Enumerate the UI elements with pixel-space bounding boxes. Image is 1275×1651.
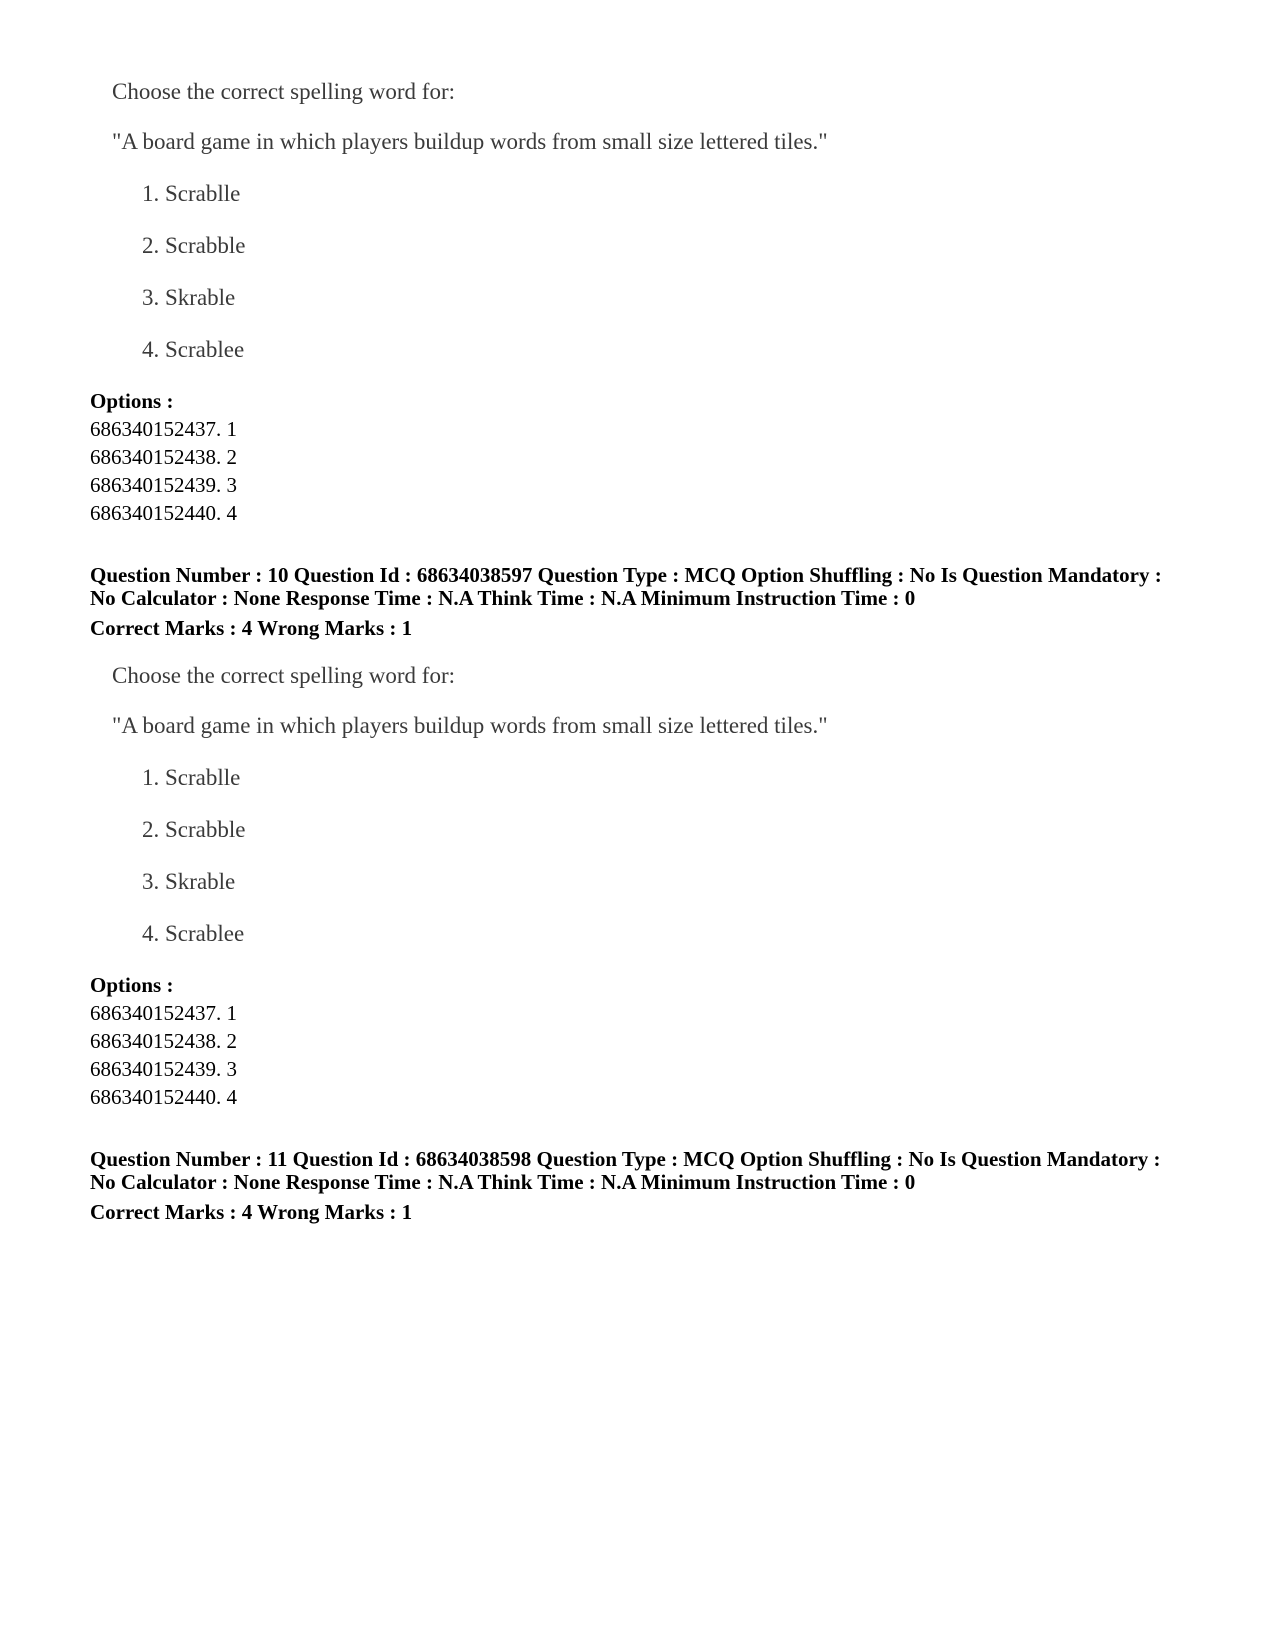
question-meta-line: Question Number : 10 Question Id : 68634038597 Question Type : MCQ Option Shuffling : No Is Question Mandatory :: [90, 563, 1162, 587]
option-line: 686340152438. 2: [90, 1029, 237, 1053]
option-line: 686340152440. 4: [90, 501, 237, 525]
option-line: 686340152437. 1: [90, 417, 237, 441]
option-line: 686340152440. 4: [90, 1085, 237, 1109]
question-image-top: [112, 77, 932, 365]
choice-item: 4. Scrablee: [142, 921, 245, 946]
option-line: 686340152438. 2: [90, 445, 237, 469]
question-quote: "A board game in which players buildup words from small size lettered tiles.": [112, 129, 828, 154]
options-block-top: [90, 387, 1210, 527]
question-11-header: [90, 1148, 1210, 1226]
choice-item: 3. Skrable: [142, 869, 236, 894]
question-marks: Correct Marks : 4 Wrong Marks : 1: [90, 616, 413, 640]
question-image-10: [112, 661, 932, 949]
choice-item: 1. Scrablle: [142, 765, 241, 790]
choice-item: 3. Skrable: [142, 285, 236, 310]
options-title: Options :: [90, 973, 174, 997]
options-title: Options :: [90, 389, 174, 413]
options-block-10: [90, 971, 1210, 1111]
question-prompt: Choose the correct spelling word for:: [112, 663, 455, 688]
question-prompt: Choose the correct spelling word for:: [112, 79, 455, 104]
question-10-header: [90, 564, 1210, 642]
choice-item: 1. Scrablle: [142, 181, 241, 206]
question-meta-line: Question Number : 11 Question Id : 68634038598 Question Type : MCQ Option Shuffling : No Is Question Mandatory :: [90, 1147, 1161, 1171]
choice-item: 4. Scrablee: [142, 337, 245, 362]
option-line: 686340152439. 3: [90, 473, 237, 497]
question-meta-line: No Calculator : None Response Time : N.A Think Time : N.A Minimum Instruction Time : 0: [90, 1170, 916, 1194]
option-line: 686340152437. 1: [90, 1001, 237, 1025]
question-quote: "A board game in which players buildup words from small size lettered tiles.": [112, 713, 828, 738]
question-marks: Correct Marks : 4 Wrong Marks : 1: [90, 1200, 413, 1224]
choice-item: 2. Scrabble: [142, 233, 246, 258]
question-meta-line: No Calculator : None Response Time : N.A Think Time : N.A Minimum Instruction Time : 0: [90, 586, 916, 610]
choice-item: 2. Scrabble: [142, 817, 246, 842]
option-line: 686340152439. 3: [90, 1057, 237, 1081]
